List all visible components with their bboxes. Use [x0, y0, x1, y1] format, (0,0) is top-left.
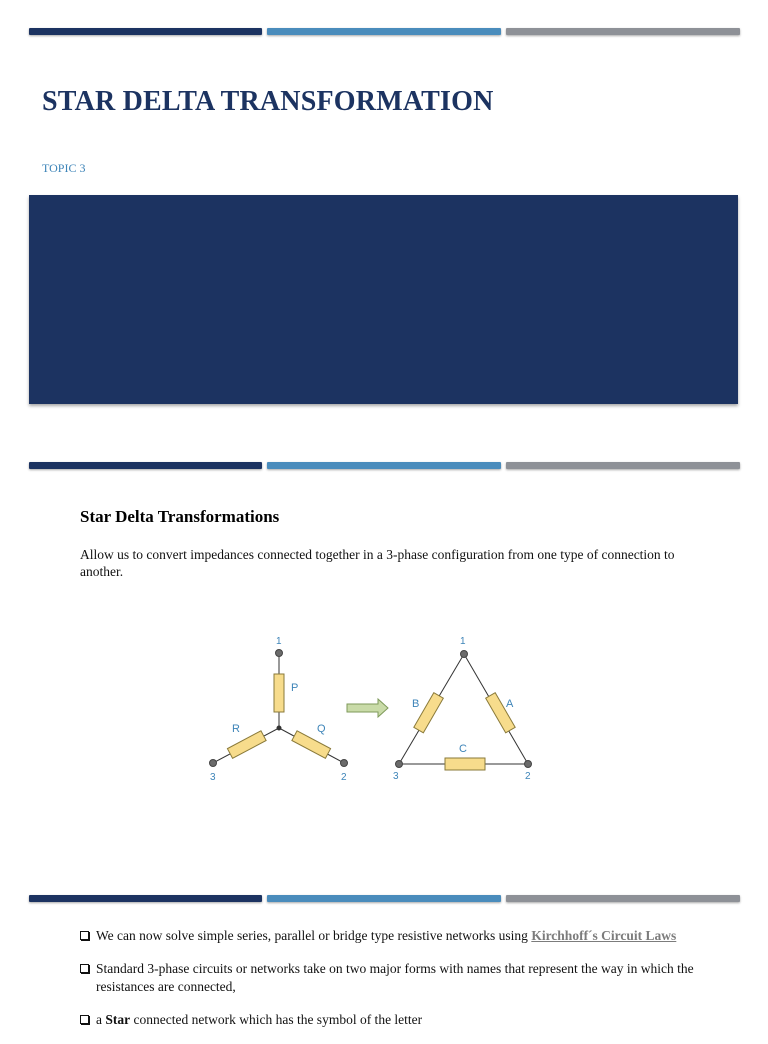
delta-label-c: C	[459, 743, 467, 755]
slide-title: STAR DELTA TRANSFORMATION	[42, 86, 494, 117]
bullet-text-rest: connected network which has the symbol of the letter	[130, 1012, 423, 1027]
divider-bar-navy	[29, 895, 262, 902]
transform-arrow-icon	[347, 699, 388, 717]
slide-subtitle: TOPIC 3	[42, 161, 86, 175]
checkbox-bullet-icon	[80, 1015, 89, 1024]
bullet-text: We can now solve simple series, parallel or bridge type resistive networks using	[96, 928, 532, 943]
bullet-list	[80, 927, 730, 1044]
title-banner	[29, 195, 738, 404]
delta-node-2-label: 2	[525, 771, 531, 782]
delta-node-3	[396, 761, 403, 768]
kirchhoff-link[interactable]: Kirchhoff´s Circuit Laws	[531, 928, 677, 943]
star-node-1	[276, 650, 283, 657]
delta-label-a: A	[506, 698, 514, 710]
delta-node-2	[525, 761, 532, 768]
star-delta-diagram	[190, 628, 550, 788]
bullet-text: Standard 3-phase circuits or networks take on two major forms with names that represent the way in which the resistances are connected,	[96, 961, 694, 994]
star-node-2-label: 2	[341, 772, 347, 783]
star-node-3	[210, 760, 217, 767]
divider-bar-blue	[267, 28, 501, 35]
checkbox-bullet-icon	[80, 964, 89, 973]
star-network	[210, 650, 348, 767]
bullet-item	[80, 960, 730, 996]
resistor-p	[274, 674, 284, 712]
divider-bar-navy	[29, 28, 262, 35]
divider-bar-navy	[29, 462, 262, 469]
bullet-text-prefix: a	[96, 1012, 106, 1027]
bullet-item	[80, 927, 730, 945]
delta-node-1	[461, 651, 468, 658]
delta-label-b: B	[412, 698, 420, 710]
star-node-2	[341, 760, 348, 767]
star-label-r: R	[232, 723, 240, 735]
divider-bar-blue	[267, 895, 501, 902]
delta-node-3-label: 3	[393, 771, 399, 782]
section-paragraph: Allow us to convert impedances connected together in a 3-phase configuration from one type of connection to another.	[80, 547, 675, 579]
bullet-item	[80, 1011, 730, 1029]
star-label-p: P	[291, 682, 299, 694]
star-node-1-label: 1	[276, 636, 282, 647]
delta-node-1-label: 1	[460, 636, 466, 647]
divider-bar-gray	[506, 462, 740, 469]
resistor-c	[445, 758, 485, 770]
checkbox-bullet-icon	[80, 931, 89, 940]
divider-bar-gray	[506, 28, 740, 35]
star-label-q: Q	[317, 723, 326, 735]
star-node-3-label: 3	[210, 772, 216, 783]
divider-bar-gray	[506, 895, 740, 902]
section-heading: Star Delta Transformations	[80, 507, 280, 526]
divider-bar-blue	[267, 462, 501, 469]
bullet-text-bold: Star	[105, 1012, 131, 1027]
